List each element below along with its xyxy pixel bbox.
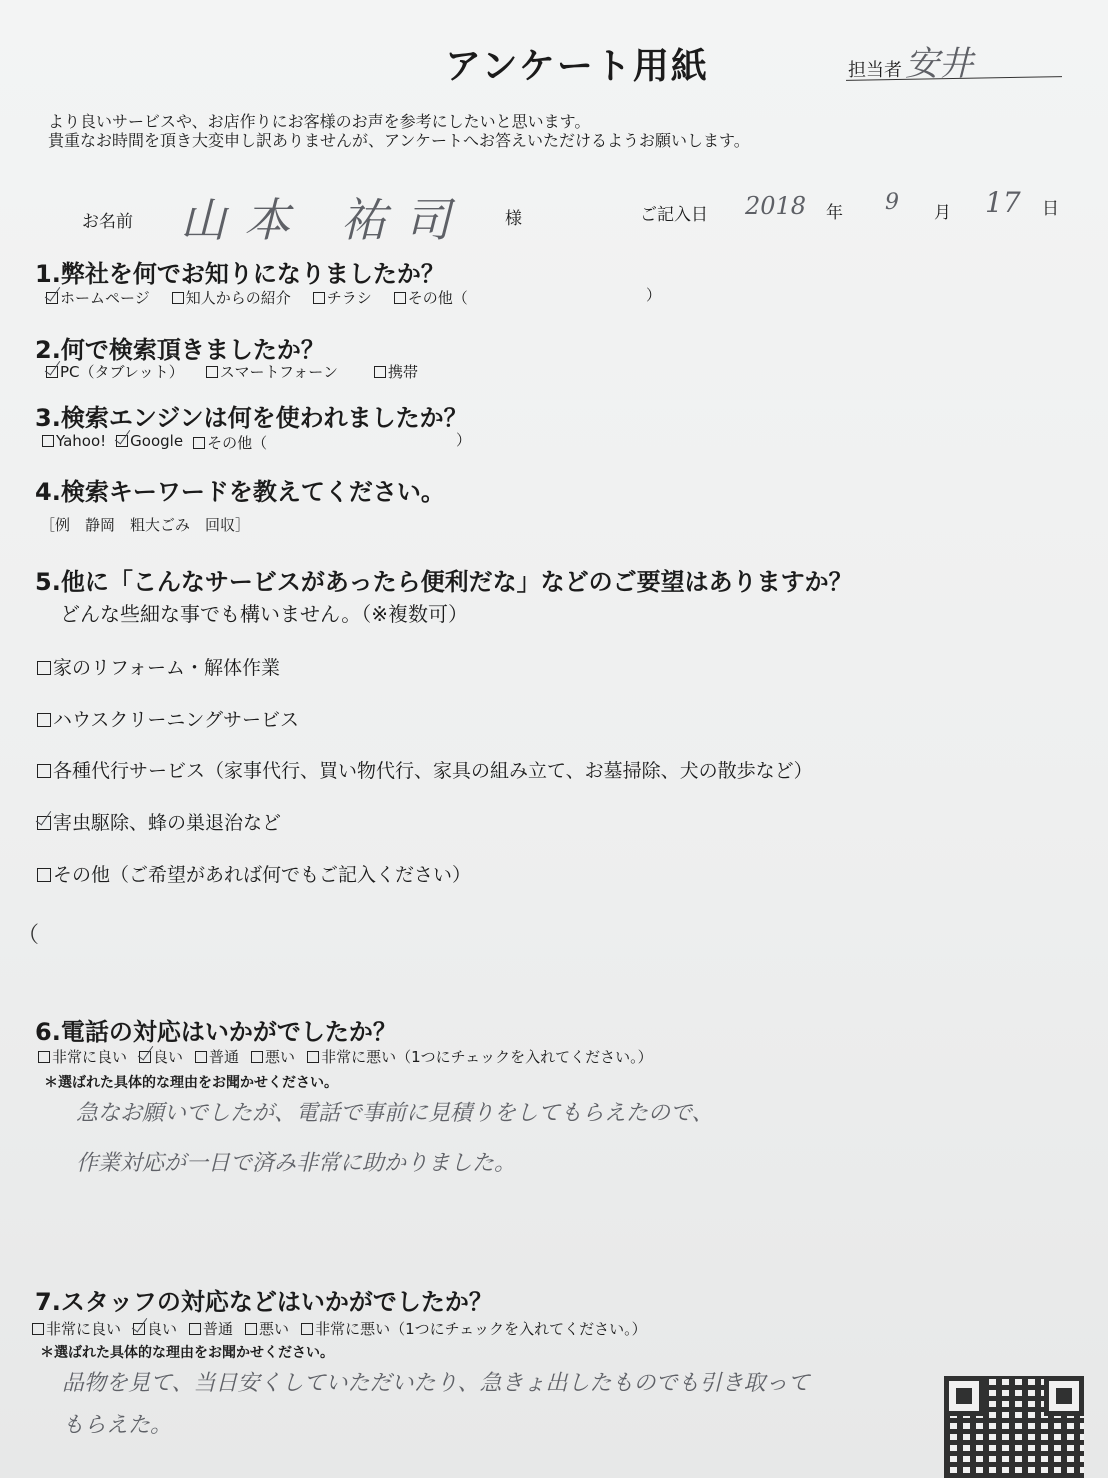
qr-finder-pattern [944, 1376, 984, 1416]
q3-option[interactable] [42, 432, 106, 453]
name-label: お名前 [82, 212, 133, 232]
checkbox[interactable] [189, 1323, 201, 1335]
checkbox[interactable] [195, 1051, 207, 1063]
checkbox[interactable] [172, 292, 184, 304]
q5-option[interactable] [37, 705, 299, 732]
day-unit: 日 [1042, 199, 1059, 219]
option-label: 非常に悪い（1つにチェックを入れてください。） [315, 1320, 647, 1338]
option-label: チラシ [326, 289, 372, 307]
q6-option[interactable] [307, 1046, 653, 1067]
checkbox[interactable] [37, 764, 51, 778]
q6-option[interactable] [139, 1046, 183, 1067]
date-year-field[interactable]: 2018 [745, 192, 807, 220]
option-label: 良い [153, 1048, 184, 1066]
checkbox[interactable] [46, 366, 58, 378]
q1-option[interactable] [313, 287, 372, 308]
checkbox[interactable] [193, 437, 205, 449]
option-label: PC（タブレット） [60, 363, 184, 381]
option-label: 家のリフォーム・解体作業 [53, 657, 281, 679]
intro-line-2: 貴重なお時間を頂き大変申し訳ありませんが、アンケートへお答えいただけるようお願いします。 [48, 131, 750, 150]
checkbox[interactable] [301, 1323, 313, 1335]
checkbox[interactable] [37, 713, 51, 727]
q3-option[interactable] [193, 432, 267, 453]
q1-option[interactable] [46, 287, 150, 308]
option-label: Google [130, 432, 184, 450]
date-label: ご記入日 [640, 205, 708, 225]
q6-answer-line-2[interactable]: 作業対応が一日で済み非常に助かりました。 [76, 1151, 517, 1176]
name-field[interactable]: 山本 祐司 [180, 193, 469, 247]
option-label: 普通 [203, 1320, 234, 1338]
q6-option[interactable] [195, 1046, 239, 1067]
q5-question: 5.他に「こんなサービスがあったら便利だな」などのご要望はありますか？ [35, 568, 853, 596]
checkbox[interactable] [374, 366, 386, 378]
q1-option[interactable] [172, 287, 291, 308]
option-label: 携帯 [387, 363, 418, 381]
q3-close-paren: ） [456, 431, 472, 449]
q6-question: 6.電話の対応はいかがでしたか？ [35, 1018, 397, 1046]
checkbox[interactable] [37, 868, 51, 882]
option-label: 各種代行サービス（家事代行、買い物代行、家具の組み立て、お墓掃除、犬の散歩など） [53, 760, 813, 782]
checkbox[interactable] [133, 1323, 145, 1335]
option-label: 非常に良い [52, 1048, 128, 1066]
q4-question: 4.検索キーワードを教えてください。 [35, 478, 445, 506]
checkbox[interactable] [307, 1051, 319, 1063]
q1-options [46, 287, 468, 308]
staff-label: 担当者 [848, 60, 902, 81]
option-label: 良い [147, 1320, 178, 1338]
option-label: Yahoo! [56, 432, 107, 450]
q5-open-paren: （ [17, 923, 40, 948]
q7-answer-line-1[interactable]: 品物を見て、当日安くしていただいたり、急きょ出したものでも引き取って [62, 1371, 810, 1396]
q7-option[interactable] [189, 1318, 233, 1339]
option-label: 害虫駆除、蜂の巣退治など [53, 812, 282, 834]
option-label: 知人からの紹介 [185, 289, 291, 307]
checkbox[interactable] [245, 1323, 257, 1335]
checkbox[interactable] [116, 435, 128, 447]
option-label: ハウスクリーニングサービス [53, 709, 300, 731]
year-unit: 年 [826, 203, 843, 223]
q2-option[interactable] [46, 361, 184, 382]
q2-options [46, 361, 418, 382]
q2-option[interactable] [206, 361, 338, 382]
option-label: その他（ [407, 289, 468, 307]
q1-close-paren: ） [646, 286, 662, 304]
checkbox[interactable] [46, 292, 58, 304]
q7-option[interactable] [133, 1318, 177, 1339]
q2-option[interactable] [374, 361, 418, 382]
q5-option[interactable] [37, 653, 280, 680]
qr-code-image [944, 1376, 1084, 1478]
q7-option[interactable] [245, 1318, 289, 1339]
option-label: 悪い [259, 1320, 290, 1338]
option-label: ホームページ [60, 289, 150, 307]
option-label: その他（ [207, 434, 268, 452]
checkbox[interactable] [38, 1051, 50, 1063]
q6-answer-line-1[interactable]: 急なお願いでしたが、電話で事前に見積りをしてもらえたので、 [76, 1101, 714, 1126]
checkbox[interactable] [37, 816, 51, 830]
checkbox[interactable] [32, 1323, 44, 1335]
checkbox[interactable] [313, 292, 325, 304]
q1-question: 1.弊社を何でお知りになりましたか？ [35, 260, 445, 288]
option-label: 普通 [209, 1048, 240, 1066]
option-label: その他（ご希望があれば何でもご記入ください） [53, 864, 472, 886]
option-label: 非常に悪い（1つにチェックを入れてください。） [321, 1048, 653, 1066]
checkbox[interactable] [139, 1051, 151, 1063]
q6-reason-label: ＊選ばれた具体的な理由をお聞かせください。 [44, 1075, 338, 1091]
checkbox[interactable] [251, 1051, 263, 1063]
q5-option[interactable] [37, 756, 813, 783]
q6-option[interactable] [251, 1046, 295, 1067]
q3-question: 3.検索エンジンは何を使われましたか？ [35, 404, 468, 432]
option-label: 非常に良い [46, 1320, 122, 1338]
q7-options [32, 1318, 647, 1339]
q7-answer-line-2[interactable]: もらえた。 [62, 1413, 173, 1438]
q5-subtext: どんな些細な事でも構いません。（※複数可） [60, 602, 468, 626]
checkbox[interactable] [42, 435, 54, 447]
q3-option[interactable] [116, 432, 183, 453]
q6-options [38, 1046, 653, 1067]
checkbox[interactable] [206, 366, 218, 378]
checkbox[interactable] [37, 661, 51, 675]
q5-option[interactable] [37, 860, 471, 887]
q4-example: ［例 静岡 粗大ごみ 回収］ [40, 516, 251, 534]
qr-finder-pattern [1044, 1376, 1084, 1416]
q2-question: 2.何で検索頂きましたか？ [35, 336, 325, 364]
q7-reason-label: ＊選ばれた具体的な理由をお聞かせください。 [40, 1345, 334, 1361]
page-title: アンケート用紙 [445, 46, 709, 87]
option-label: スマートフォーン [219, 363, 338, 381]
honorific: 様 [505, 209, 522, 229]
q5-option[interactable] [37, 808, 281, 835]
q7-option[interactable] [301, 1318, 647, 1339]
month-unit: 月 [934, 203, 951, 223]
date-day-field[interactable]: 17 [985, 186, 1021, 219]
q3-options [42, 432, 267, 453]
q7-option[interactable] [32, 1318, 121, 1339]
option-label: 悪い [265, 1048, 296, 1066]
staff-name: 安井 [905, 44, 973, 84]
q7-question: 7.スタッフの対応などはいかがでしたか？ [35, 1288, 493, 1316]
q6-option[interactable] [38, 1046, 127, 1067]
intro-line-1: より良いサービスや、お店作りにお客様のお声を参考にしたいと思います。 [48, 112, 591, 131]
date-month-field[interactable]: 9 [885, 190, 899, 215]
q1-option[interactable] [394, 287, 468, 308]
checkbox[interactable] [394, 292, 406, 304]
